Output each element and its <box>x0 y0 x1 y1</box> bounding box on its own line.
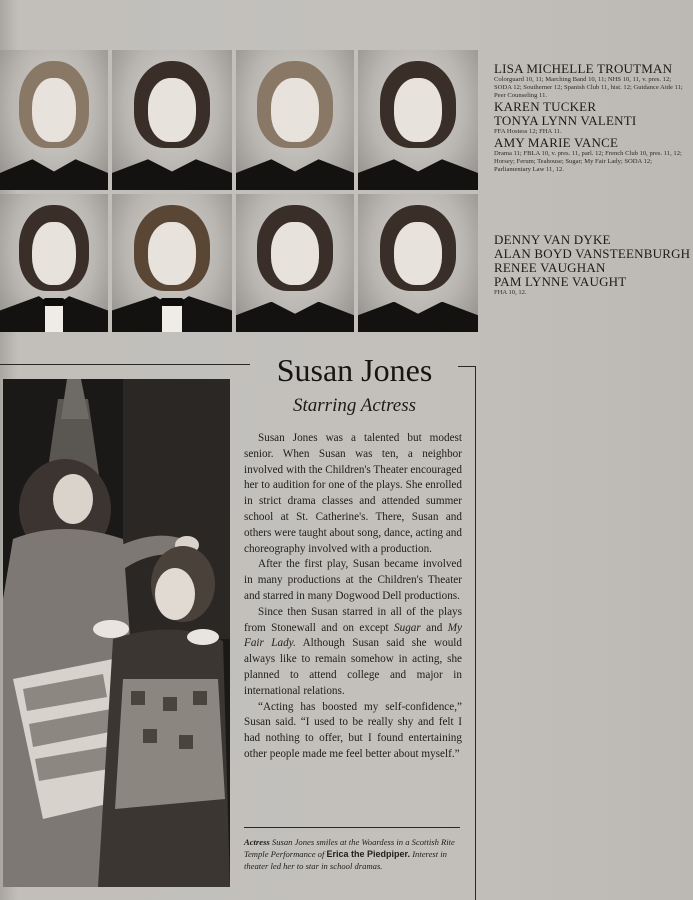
portrait-vaught <box>358 194 478 332</box>
caption-lead: Actress <box>244 837 270 847</box>
senior-activities: FFA Hostess 12; FHA 11. <box>494 128 562 135</box>
senior-activities: Drama 11; FBLA 10, v. pres. 11, parl. 12; French Club 10, pres. 11, 12; Horsey; Ferum; Teahouse; Sugar; My Fair Lady; SODA 12; Parliamentary Law 11, 12. <box>494 150 682 173</box>
senior-name: PAM LYNNE VAUGHT <box>494 274 627 289</box>
article-paragraph: “Acting has boosted my self-confidence,” Susan said. “I used to be really shy and felt I had nothing to offer, but I found entertaining other people made me feel better about myself.” <box>244 700 462 760</box>
senior-name: RENEE VAUGHAN <box>494 260 606 275</box>
senior-name: KAREN TUCKER <box>494 99 597 114</box>
portrait-valenti <box>236 50 354 190</box>
caption-rule <box>244 827 460 828</box>
caption-text: Susan Jones smiles at the Woardess in a Scottish Rite Temple Performance of <box>244 837 455 859</box>
senior-activities: Colorguard 10, 11; Marching Band 10, 11; NHS 10, 11, v. pres. 12; SODA 12; Southerner 12; Spanish Club 11, hist. 12; Guidance Aide 11; Peer Counseling 11. <box>494 76 683 99</box>
photo-caption <box>244 836 462 872</box>
portrait-troutman <box>0 50 108 190</box>
article-paragraph <box>244 605 462 700</box>
senior-name: LISA MICHELLE TROUTMAN <box>494 61 673 76</box>
feature-right-rule <box>475 366 476 900</box>
senior-name: TONYA LYNN VALENTI <box>494 113 637 128</box>
name-list-bottom <box>494 233 690 297</box>
portrait-vance <box>358 50 478 190</box>
feature-article <box>244 431 462 763</box>
portrait-tucker <box>112 50 232 190</box>
portrait-van-dyke <box>0 194 108 332</box>
article-text: and <box>420 621 448 634</box>
senior-name: ALAN BOYD VANSTEENBURGH <box>494 246 691 261</box>
senior-name: DENNY VAN DYKE <box>494 232 611 247</box>
feature-subtitle: Starring Actress <box>293 395 416 416</box>
senior-activities: FHA 10, 12. <box>494 289 527 296</box>
article-paragraph: Susan Jones was a talented but modest senior. When Susan was ten, a neighbor involved with the Children's Theater encouraged her to audition for one of the plays. She enrolled in strict drama classes and attended summer school at St. Catherine's. There, Susan and others were taught about song, dance, acting and choreography involved with a production. <box>244 432 462 555</box>
feature-top-rule-right <box>458 366 476 367</box>
feature-title: Susan Jones <box>276 352 433 388</box>
play-title-sugar: Sugar <box>394 621 421 634</box>
play-title-my-fair-lady: My Fair Lady. <box>244 621 462 650</box>
stage-photo-illustration <box>3 379 230 887</box>
caption-text: Interest in theater led her to star in school dramas. <box>244 849 447 871</box>
article-text: Since then Susan starred in all of the plays from Stonewall and on except <box>244 605 462 634</box>
article-text: Although Susan said she would always like to remain somehow in acting, she planned to attend college and major in international relations. <box>244 637 462 697</box>
feature-top-rule-left <box>0 364 250 365</box>
portrait-vansteenburgh <box>112 194 232 332</box>
article-paragraph: After the first play, Susan became involved in many productions at the Children's Theater and starred in many Dogwood Dell productions. <box>244 558 462 602</box>
stage-photo <box>3 379 230 887</box>
portrait-vaughan <box>236 194 354 332</box>
senior-name: AMY MARIE VANCE <box>494 135 619 150</box>
caption-play-title: Erica the Piedpiper. <box>326 849 411 859</box>
name-list-top <box>494 62 690 174</box>
